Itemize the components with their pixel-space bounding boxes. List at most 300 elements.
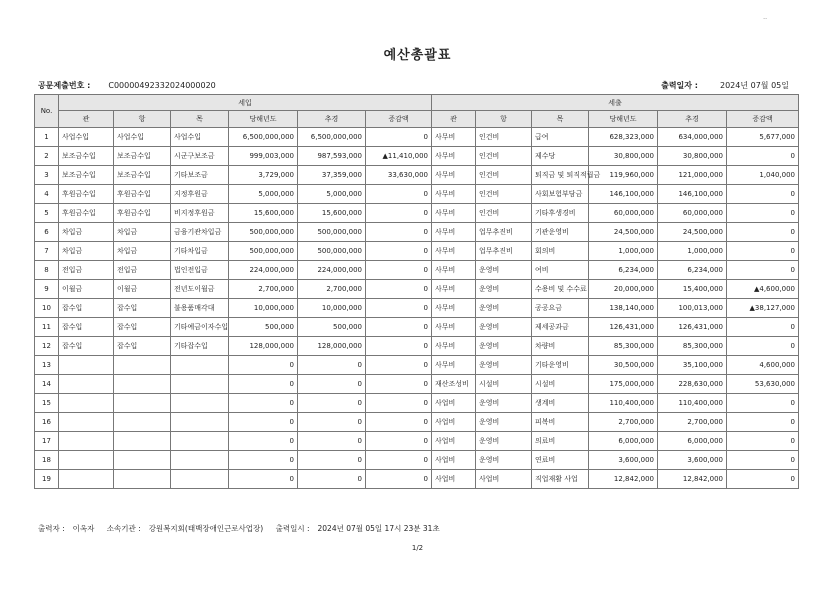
table-cell: 0	[229, 375, 298, 394]
print-time-label: 출력일시 :	[275, 524, 310, 533]
row-number: 15	[35, 394, 59, 413]
table-cell: 사업비	[432, 432, 476, 451]
table-cell: 사업비	[432, 394, 476, 413]
table-cell: 30,800,000	[589, 147, 658, 166]
table-cell: 0	[366, 223, 432, 242]
table-cell	[171, 413, 229, 432]
row-number: 16	[35, 413, 59, 432]
table-cell: 128,000,000	[229, 337, 298, 356]
table-cell	[114, 375, 171, 394]
table-cell: 126,431,000	[589, 318, 658, 337]
table-cell: 224,000,000	[298, 261, 366, 280]
column-header: 항	[114, 111, 171, 128]
table-row	[35, 261, 799, 280]
page-title: 예산총괄표	[383, 48, 452, 63]
table-cell: 6,234,000	[589, 261, 658, 280]
table-cell: 0	[727, 337, 799, 356]
row-number: 8	[35, 261, 59, 280]
table-cell: 0	[366, 128, 432, 147]
table-cell: 0	[229, 413, 298, 432]
table-cell: 121,000,000	[658, 166, 727, 185]
table-cell: 175,000,000	[589, 375, 658, 394]
page-number: 1/2	[411, 544, 424, 552]
print-date-label: 출력일자 :	[661, 81, 698, 90]
table-cell: 85,300,000	[658, 337, 727, 356]
table-cell: 0	[727, 204, 799, 223]
table-cell: 1,000,000	[658, 242, 727, 261]
writer-value: 이옥자	[72, 524, 95, 533]
table-cell: 0	[366, 375, 432, 394]
table-cell: 운영비	[476, 280, 532, 299]
table-cell	[59, 356, 114, 375]
column-header: 당해년도	[589, 111, 658, 128]
table-cell: 0	[727, 451, 799, 470]
table-row	[35, 128, 799, 147]
table-cell: 운영비	[476, 337, 532, 356]
row-number: 7	[35, 242, 59, 261]
table-cell: 직업재활 사업	[532, 470, 589, 489]
row-number: 17	[35, 432, 59, 451]
row-number: 4	[35, 185, 59, 204]
table-cell: 2,700,000	[229, 280, 298, 299]
table-cell: 연료비	[532, 451, 589, 470]
table-cell: 후원금수입	[59, 204, 114, 223]
table-cell	[114, 432, 171, 451]
table-cell: 사업비	[432, 451, 476, 470]
row-number: 18	[35, 451, 59, 470]
table-cell: 0	[727, 318, 799, 337]
table-cell: 사업수입	[171, 128, 229, 147]
table-row	[35, 318, 799, 337]
table-cell: 0	[366, 242, 432, 261]
table-cell: 전년도이월금	[171, 280, 229, 299]
table-cell: 15,600,000	[229, 204, 298, 223]
table-cell: 0	[366, 337, 432, 356]
table-cell: 2,700,000	[298, 280, 366, 299]
table-cell: 628,323,000	[589, 128, 658, 147]
column-header: 목	[532, 111, 589, 128]
table-cell: 24,500,000	[658, 223, 727, 242]
table-cell: 30,500,000	[589, 356, 658, 375]
column-header: 추경	[658, 111, 727, 128]
table-cell: 업무추진비	[476, 242, 532, 261]
table-cell: 운영비	[476, 261, 532, 280]
table-cell: 운영비	[476, 413, 532, 432]
table-cell: 인건비	[476, 147, 532, 166]
table-cell: 기관운영비	[532, 223, 589, 242]
table-cell: 0	[298, 432, 366, 451]
table-cell: 공공요금	[532, 299, 589, 318]
table-cell: 15,600,000	[298, 204, 366, 223]
table-cell: 차입금	[114, 242, 171, 261]
table-cell: 20,000,000	[589, 280, 658, 299]
submit-number-label: 공문제출번호 :	[38, 81, 91, 90]
table-cell	[114, 451, 171, 470]
table-cell: 0	[366, 185, 432, 204]
table-cell: 24,500,000	[589, 223, 658, 242]
table-row	[35, 394, 799, 413]
table-cell: 잡수입	[114, 299, 171, 318]
table-cell: 0	[298, 375, 366, 394]
table-cell: 피복비	[532, 413, 589, 432]
table-cell: 급여	[532, 128, 589, 147]
table-cell: ▲38,127,000	[727, 299, 799, 318]
table-cell: 5,000,000	[229, 185, 298, 204]
table-row	[35, 375, 799, 394]
table-cell: 100,013,000	[658, 299, 727, 318]
table-cell: 5,677,000	[727, 128, 799, 147]
budget-summary-table	[34, 94, 799, 489]
table-row	[35, 299, 799, 318]
table-cell: 37,359,000	[298, 166, 366, 185]
table-row	[35, 356, 799, 375]
row-number: 13	[35, 356, 59, 375]
table-cell: 사업비	[432, 413, 476, 432]
org-value: 강원복지회(태백장애인근로사업장)	[148, 524, 264, 533]
row-number: 3	[35, 166, 59, 185]
column-header: 증감액	[727, 111, 799, 128]
table-cell: 기타운영비	[532, 356, 589, 375]
table-cell: 0	[727, 432, 799, 451]
table-cell: 운영비	[476, 432, 532, 451]
table-row	[35, 223, 799, 242]
table-cell: 잡수입	[59, 318, 114, 337]
table-cell: 0	[298, 356, 366, 375]
table-row	[35, 242, 799, 261]
table-cell: 전입금	[114, 261, 171, 280]
table-row	[35, 451, 799, 470]
table-cell: 999,003,000	[229, 147, 298, 166]
table-cell: 0	[366, 204, 432, 223]
footer	[38, 523, 440, 534]
table-cell: 0	[727, 413, 799, 432]
row-number: 14	[35, 375, 59, 394]
table-row	[35, 280, 799, 299]
income-header: 세입	[59, 95, 432, 111]
table-cell: 차입금	[114, 223, 171, 242]
table-cell: 0	[727, 242, 799, 261]
table-cell: 0	[366, 394, 432, 413]
table-body	[35, 128, 799, 489]
print-date	[661, 80, 789, 91]
table-cell: 보조금수입	[114, 147, 171, 166]
table-cell: 138,140,000	[589, 299, 658, 318]
table-cell: 224,000,000	[229, 261, 298, 280]
row-number: 10	[35, 299, 59, 318]
row-number: 1	[35, 128, 59, 147]
table-cell: 사무비	[432, 261, 476, 280]
submit-number	[38, 80, 216, 91]
table-cell: 0	[727, 470, 799, 489]
table-cell: 비지정후원금	[171, 204, 229, 223]
table-cell: 53,630,000	[727, 375, 799, 394]
table-cell: 0	[727, 185, 799, 204]
table-cell: 0	[229, 356, 298, 375]
print-time-value: 2024년 07월 05일 17시 23분 31초	[317, 524, 440, 533]
table-cell: 사무비	[432, 356, 476, 375]
table-cell: 인건비	[476, 185, 532, 204]
table-cell: 126,431,000	[658, 318, 727, 337]
table-cell: 잡수입	[59, 337, 114, 356]
table-cell: 228,630,000	[658, 375, 727, 394]
table-cell: 500,000	[298, 318, 366, 337]
table-cell: ▲11,410,000	[366, 147, 432, 166]
table-cell: 3,600,000	[658, 451, 727, 470]
row-number: 12	[35, 337, 59, 356]
table-row	[35, 204, 799, 223]
table-cell	[59, 451, 114, 470]
table-cell: 사업비	[432, 470, 476, 489]
table-cell	[114, 413, 171, 432]
table-cell: 보조금수입	[59, 147, 114, 166]
table-cell: 0	[727, 147, 799, 166]
table-cell: 0	[366, 280, 432, 299]
table-cell: 0	[229, 432, 298, 451]
table-cell: 전입금	[59, 261, 114, 280]
table-cell: 5,000,000	[298, 185, 366, 204]
table-cell: 119,960,000	[589, 166, 658, 185]
table-cell: 110,400,000	[589, 394, 658, 413]
table-cell: 987,593,000	[298, 147, 366, 166]
table-cell: 30,800,000	[658, 147, 727, 166]
table-cell: 0	[229, 394, 298, 413]
table-cell: 차입금	[59, 223, 114, 242]
table-cell: 146,100,000	[658, 185, 727, 204]
column-header: 목	[171, 111, 229, 128]
table-cell: 2,700,000	[658, 413, 727, 432]
table-cell: 0	[366, 470, 432, 489]
table-cell: 6,000,000	[658, 432, 727, 451]
table-cell: 사무비	[432, 242, 476, 261]
table-cell: 사무비	[432, 223, 476, 242]
table-cell: 기타후생경비	[532, 204, 589, 223]
table-cell: 후원금수입	[114, 185, 171, 204]
column-header: 관	[432, 111, 476, 128]
table-cell: 10,000,000	[298, 299, 366, 318]
table-cell: 인건비	[476, 128, 532, 147]
table-cell: ▲4,600,000	[727, 280, 799, 299]
table-cell: 불용품매각대	[171, 299, 229, 318]
table-cell: 500,000,000	[298, 223, 366, 242]
table-cell: 500,000,000	[298, 242, 366, 261]
corner-mark: ..	[763, 14, 767, 21]
table-cell: 500,000,000	[229, 242, 298, 261]
table-cell: 사무비	[432, 337, 476, 356]
table-cell: 잡수입	[59, 299, 114, 318]
table-cell: 6,000,000	[589, 432, 658, 451]
table-cell: 146,100,000	[589, 185, 658, 204]
table-cell: 수용비 및 수수료	[532, 280, 589, 299]
table-cell: 차입금	[59, 242, 114, 261]
table-cell: 법인전입금	[171, 261, 229, 280]
table-cell: 사무비	[432, 204, 476, 223]
table-cell: 2,700,000	[589, 413, 658, 432]
table-cell: 12,842,000	[589, 470, 658, 489]
table-cell: 128,000,000	[298, 337, 366, 356]
table-cell: 운영비	[476, 299, 532, 318]
table-cell: 0	[366, 413, 432, 432]
row-number: 6	[35, 223, 59, 242]
table-cell: 12,842,000	[658, 470, 727, 489]
table-cell: 0	[298, 394, 366, 413]
table-cell: 0	[366, 432, 432, 451]
table-cell: 33,630,000	[366, 166, 432, 185]
table-cell: 60,000,000	[589, 204, 658, 223]
table-cell: 60,000,000	[658, 204, 727, 223]
table-cell: 사무비	[432, 128, 476, 147]
table-cell: 의료비	[532, 432, 589, 451]
row-number: 19	[35, 470, 59, 489]
table-cell: 사무비	[432, 147, 476, 166]
table-cell: 퇴직금 및 퇴직적립금	[532, 166, 589, 185]
table-cell: 110,400,000	[658, 394, 727, 413]
table-cell: 사무비	[432, 318, 476, 337]
table-cell: 10,000,000	[229, 299, 298, 318]
table-row	[35, 337, 799, 356]
expense-header: 세출	[432, 95, 799, 111]
table-cell: 운영비	[476, 356, 532, 375]
table-cell: 후원금수입	[114, 204, 171, 223]
table-cell: 업무추진비	[476, 223, 532, 242]
table-cell: 생계비	[532, 394, 589, 413]
table-cell: 후원금수입	[59, 185, 114, 204]
table-cell: 운영비	[476, 451, 532, 470]
row-number: 11	[35, 318, 59, 337]
table-cell: 1,040,000	[727, 166, 799, 185]
table-cell: 시군구보조금	[171, 147, 229, 166]
table-cell: 사업수입	[114, 128, 171, 147]
table-row	[35, 432, 799, 451]
table-cell: 제세공과금	[532, 318, 589, 337]
table-cell: 보조금수입	[114, 166, 171, 185]
table-cell: 인건비	[476, 166, 532, 185]
row-number: 5	[35, 204, 59, 223]
table-cell: 사업수입	[59, 128, 114, 147]
table-cell: 사회보험부담금	[532, 185, 589, 204]
table-cell: 금융기관차입금	[171, 223, 229, 242]
table-cell: 지정후원금	[171, 185, 229, 204]
table-cell: 사무비	[432, 299, 476, 318]
table-cell	[59, 413, 114, 432]
table-cell: 제수당	[532, 147, 589, 166]
table-cell: 0	[366, 261, 432, 280]
table-row	[35, 413, 799, 432]
table-cell: 회의비	[532, 242, 589, 261]
column-header: 추경	[298, 111, 366, 128]
table-cell	[171, 394, 229, 413]
table-cell: 기타잡수입	[171, 337, 229, 356]
table-cell	[59, 470, 114, 489]
table-cell	[114, 470, 171, 489]
table-cell: 차량비	[532, 337, 589, 356]
table-cell: 15,400,000	[658, 280, 727, 299]
table-cell	[114, 394, 171, 413]
table-row	[35, 166, 799, 185]
table-cell: 기타보조금	[171, 166, 229, 185]
table-cell: 사업비	[476, 470, 532, 489]
table-cell: 0	[298, 451, 366, 470]
table-cell: 0	[298, 413, 366, 432]
table-cell: 35,100,000	[658, 356, 727, 375]
table-cell: 85,300,000	[589, 337, 658, 356]
table-cell: 보조금수입	[59, 166, 114, 185]
table-cell	[114, 356, 171, 375]
table-cell: 사무비	[432, 185, 476, 204]
table-cell	[171, 470, 229, 489]
table-cell: 재산조성비	[432, 375, 476, 394]
table-cell	[171, 432, 229, 451]
table-cell: 시설비	[476, 375, 532, 394]
column-header: 당해년도	[229, 111, 298, 128]
table-cell: 0	[229, 470, 298, 489]
table-cell: 3,729,000	[229, 166, 298, 185]
no-header: No.	[35, 95, 59, 128]
table-cell: 0	[727, 394, 799, 413]
table-cell: 634,000,000	[658, 128, 727, 147]
table-row	[35, 470, 799, 489]
table-cell: 4,600,000	[727, 356, 799, 375]
sub-header-row	[35, 111, 799, 128]
table-cell: 1,000,000	[589, 242, 658, 261]
column-header: 증감액	[366, 111, 432, 128]
table-cell: 0	[727, 261, 799, 280]
table-cell	[171, 451, 229, 470]
table-cell: 여비	[532, 261, 589, 280]
table-cell: 0	[727, 223, 799, 242]
table-cell	[59, 432, 114, 451]
table-row	[35, 185, 799, 204]
table-cell: 이월금	[114, 280, 171, 299]
table-cell: 인건비	[476, 204, 532, 223]
table-cell: 잡수입	[114, 337, 171, 356]
table-cell: 0	[366, 318, 432, 337]
column-header: 관	[59, 111, 114, 128]
table-cell: 이월금	[59, 280, 114, 299]
table-cell	[59, 375, 114, 394]
org-label: 소속기관 :	[106, 524, 141, 533]
writer-label: 출력자 :	[38, 524, 65, 533]
table-row	[35, 147, 799, 166]
table-cell: 시설비	[532, 375, 589, 394]
table-cell: 0	[366, 299, 432, 318]
table-cell: 3,600,000	[589, 451, 658, 470]
table-cell: 500,000	[229, 318, 298, 337]
table-cell: 500,000,000	[229, 223, 298, 242]
table-cell: 0	[298, 470, 366, 489]
table-cell: 기타차입금	[171, 242, 229, 261]
table-cell	[59, 394, 114, 413]
table-cell: 0	[366, 356, 432, 375]
table-cell: 운영비	[476, 394, 532, 413]
row-number: 9	[35, 280, 59, 299]
table-cell	[171, 375, 229, 394]
submit-number-value: C00000492332024000020	[108, 81, 216, 90]
table-cell: 기타예금이자수입	[171, 318, 229, 337]
row-number: 2	[35, 147, 59, 166]
column-header: 항	[476, 111, 532, 128]
table-cell: 6,234,000	[658, 261, 727, 280]
table-cell	[171, 356, 229, 375]
table-cell: 사무비	[432, 166, 476, 185]
print-date-value: 2024년 07월 05일	[720, 81, 789, 90]
table-cell: 0	[366, 451, 432, 470]
table-cell: 운영비	[476, 318, 532, 337]
table-cell: 사무비	[432, 280, 476, 299]
table-cell: 0	[229, 451, 298, 470]
table-cell: 잡수입	[114, 318, 171, 337]
table-cell: 6,500,000,000	[298, 128, 366, 147]
table-cell: 6,500,000,000	[229, 128, 298, 147]
